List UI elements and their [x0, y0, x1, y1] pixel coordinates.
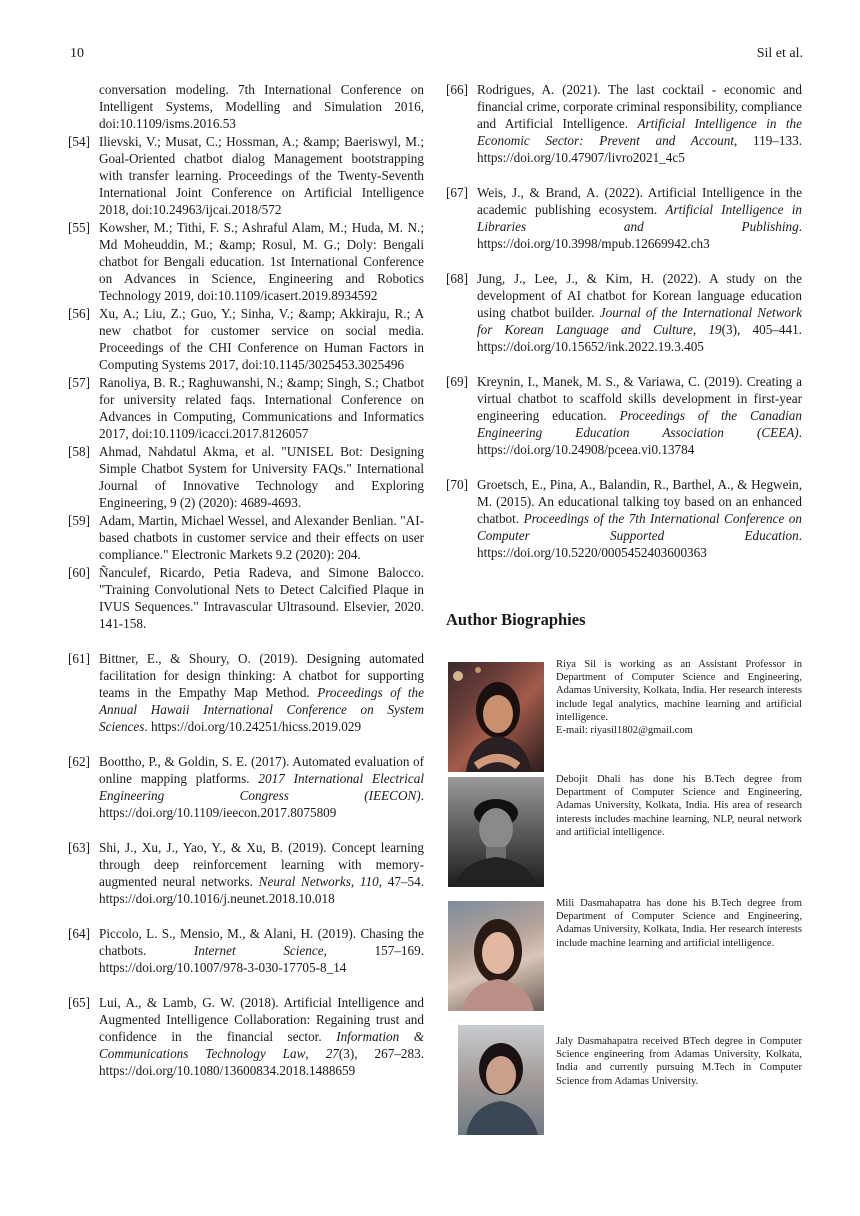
reference-item [68, 219, 424, 304]
person-photo-icon [448, 662, 544, 772]
reference-item [68, 925, 424, 976]
reference-item [68, 512, 424, 563]
bio-text: Jaly Dasmahapatra received BTech degree in Computer Science engineering from Adamas University, Kolkata, India and currently pursuing M.Tech in Computer Science from Adamas University. [556, 1036, 802, 1087]
reference-item [446, 476, 802, 561]
reference-item [68, 374, 424, 442]
reference-number: [57] [68, 375, 90, 390]
reference-text: Piccolo, L. S., Mensio, M., & Alani, H. (2019). Chasing the chatbots. Internet Science, 157–169. https://doi.org/10.1007/978-3-030-17705-8_14 [99, 926, 424, 975]
reference-item [446, 373, 802, 458]
reference-text: Boottho, P., & Goldin, S. E. (2017). Automated evaluation of online mapping platforms. 2017 International Electrical Engineering Congress (IEECON). https://doi.org/10.1109/ieecon.2017.8075809 [99, 754, 425, 820]
author-photo [448, 901, 544, 1011]
reference-item [68, 133, 424, 218]
reference-text: Shi, J., Xu, J., Yao, Y., & Xu, B. (2019). Concept learning through deep reinforcement learning with memory-augmented neural networks. Neural Networks, 110, 47–54. https://doi.org/10.1016/j.neunet.2018.10.018 [99, 840, 425, 906]
person-photo-icon [448, 901, 544, 1011]
author-bio-jaly-dasmahapatra [446, 1025, 804, 1137]
running-title: Sil et al. [756, 46, 803, 61]
reference-text: Weis, J., & Brand, A. (2022). Artificial Intelligence in the academic publishing ecosystem. Artificial Intelligence in Libraries and Publishing. https://doi.org/10.3998/mpub.12669942.ch3 [477, 185, 802, 251]
reference-number: [56] [68, 306, 90, 321]
reference-number: [55] [68, 220, 90, 235]
reference-text: Ranoliya, B. R.; Raghuwanshi, N.; &amp; Singh, S.; Chatbot for university related faqs. International Conference on Advances in Computing, Communications and Informatics 2017, doi:10.1109/icacci.2017.8126057 [99, 375, 424, 441]
reference-item [68, 650, 424, 735]
reference-item [68, 81, 424, 132]
reference-item [68, 839, 424, 907]
page-number: 10 [70, 46, 84, 61]
bio-text: Mili Dasmahapatra has done his B.Tech degree from Department of Computer Science and Engineering, Adamas University, Kolkata, India. Her research interests include machine learning and artificial intelligence. [556, 898, 802, 949]
reference-number: [64] [68, 926, 90, 941]
author-biographies-heading: Author Biographies [446, 610, 586, 629]
reference-text: Bittner, E., & Shoury, O. (2019). Designing automated facilitation for design thinking: A chatbot for supporting teams in the Empathy Map Method. Proceedings of the Annual Hawaii International Conference on System Sciences. https://doi.org/10.24251/hicss.2019.029 [99, 651, 424, 734]
reference-item [446, 270, 802, 355]
author-bio-mili-dasmahapatra [446, 898, 804, 1013]
reference-text: Kreynin, I., Manek, M. S., & Variawa, C. (2019). Creating a virtual chatbot to scaffold skills development in first-year engineering education. Proceedings of the Canadian Engineering Education Association (CEEA). https://doi.org/10.24908/pceea.vi0.13784 [477, 374, 802, 457]
author-bio-debojit-dhali [446, 774, 804, 889]
reference-text: Kowsher, M.; Tithi, F. S.; Ashraful Alam, M.; Huda, M. N.; Md Moheuddin, M.; &amp; Rosul, M. G.; Doly: Bengali chatbot for Bengali education. 1st International Conference on Advances in Science, Engineering and Robotics Technology 2019, doi:10.1109/icasert.2019.8934592 [99, 220, 424, 303]
author-photo [458, 1025, 544, 1135]
bio-email: E-mail: riyasil1802@gmail.com [556, 725, 693, 737]
reference-item [68, 564, 424, 632]
reference-number: [59] [68, 513, 90, 528]
reference-text: Ñanculef, Ricardo, Petia Radeva, and Simone Balocco. "Training Convolutional Nets to Detect Calcified Plaque in IVUS Sequences." Intravascular Ultrasound. Elsevier, 2020. 141-158. [99, 565, 424, 631]
reference-text: Jung, J., Lee, J., & Kim, H. (2022). A study on the development of AI chatbot for Korean language education using chatbot builder. Journal of the International Network for Korean Language and Culture, 19(3), 405–441. https://doi.org/10.15652/ink.2022.19.3.405 [477, 271, 802, 354]
reference-item [68, 994, 424, 1079]
reference-number: [66] [446, 82, 468, 97]
bio-text: Riya Sil is working as an Assistant Professor in Department of Computer Science and Engineering, Adamas University, Kolkata, India. Her research interests include legal analytics, machine learning and artificial intelligence. [556, 659, 802, 723]
reference-number: [61] [68, 651, 90, 666]
author-bio-riya-sil [446, 659, 804, 774]
reference-number: [58] [68, 444, 90, 459]
reference-text: Ahmad, Nahdatul Akma, et al. "UNISEL Bot: Designing Simple Chatbot System for University FAQs." International Journal of Innovative Technology and Exploring Engineering, 9 (2) (2020): 4689-4693. [99, 444, 424, 510]
reference-number [68, 81, 99, 132]
author-photo [448, 662, 544, 772]
bio-text: Debojit Dhali has done his B.Tech degree from Department of Computer Science and Engineering, Adamas University, Kolkata, India. His area of research interests includes machine learning, NLP, neural network and artificial intelligence. [556, 774, 802, 838]
reference-text: Rodrigues, A. (2021). The last cocktail - economic and financial crime, corporate criminal responsibility, compliance and Artificial Intelligence. Artificial Intelligence in the Economic Sector: Prevent and Account, 119–133. https://doi.org/10.47907/livro2021_4c5 [477, 82, 803, 165]
reference-text: Xu, A.; Liu, Z.; Guo, Y.; Sinha, V.; &amp; Akkiraju, R.; A new chatbot for customer service on social media. Proceedings of the CHI Conference on Human Factors in Computing Systems 2017, doi:10.1145/3025453.3025496 [99, 306, 424, 372]
reference-number: [65] [68, 995, 90, 1010]
reference-text: conversation modeling. 7th International Conference on Intelligent Systems, Modelling and Simulation 2016, doi:10.1109/isms.2016.53 [99, 82, 424, 131]
reference-number: [67] [446, 185, 468, 200]
person-photo-icon [448, 777, 544, 887]
reference-number: [63] [68, 840, 90, 855]
reference-item [446, 184, 802, 252]
reference-number: [69] [446, 374, 468, 389]
person-photo-icon [458, 1025, 544, 1135]
author-photo [448, 777, 544, 887]
reference-text: Lui, A., & Lamb, G. W. (2018). Artificial Intelligence and Augmented Intelligence Collaboration: Regaining trust and confidence in the financial sector. Information & Communications Technology Law, 27(3), 267–283. https://doi.org/10.1080/13600834.2018.1488659 [99, 995, 425, 1078]
reference-number: [70] [446, 477, 468, 492]
reference-text: Ilievski, V.; Musat, C.; Hossman, A.; &amp; Baeriswyl, M.; Goal-Oriented chatbot dialog Management bootstrapping with transfer learning. Proceedings of the Twenty-Seventh International Joint Conference on Artificial Intelligence 2018, doi:10.24963/ijcai.2018/572 [99, 134, 424, 217]
reference-number: [60] [68, 565, 90, 580]
reference-number: [62] [68, 754, 90, 769]
reference-item [68, 305, 424, 373]
reference-number: [54] [68, 134, 90, 149]
reference-number: [68] [446, 271, 468, 286]
reference-text: Adam, Martin, Michael Wessel, and Alexander Benlian. "AI-based chatbots in customer service and their effects on user compliance." Electronic Markets 9.2 (2020): 204. [99, 513, 424, 562]
reference-item [68, 753, 424, 821]
reference-text: Groetsch, E., Pina, A., Balandin, R., Barthel, A., & Hegwein, M. (2015). An educational talking toy based on an enhanced chatbot. Proceedings of the 7th International Conference on Computer Supported Education. https://doi.org/10.5220/0005452403600363 [477, 477, 802, 560]
references-left-column [68, 81, 424, 1080]
references-right-column [446, 81, 802, 562]
reference-item [446, 81, 802, 166]
reference-item [68, 443, 424, 511]
